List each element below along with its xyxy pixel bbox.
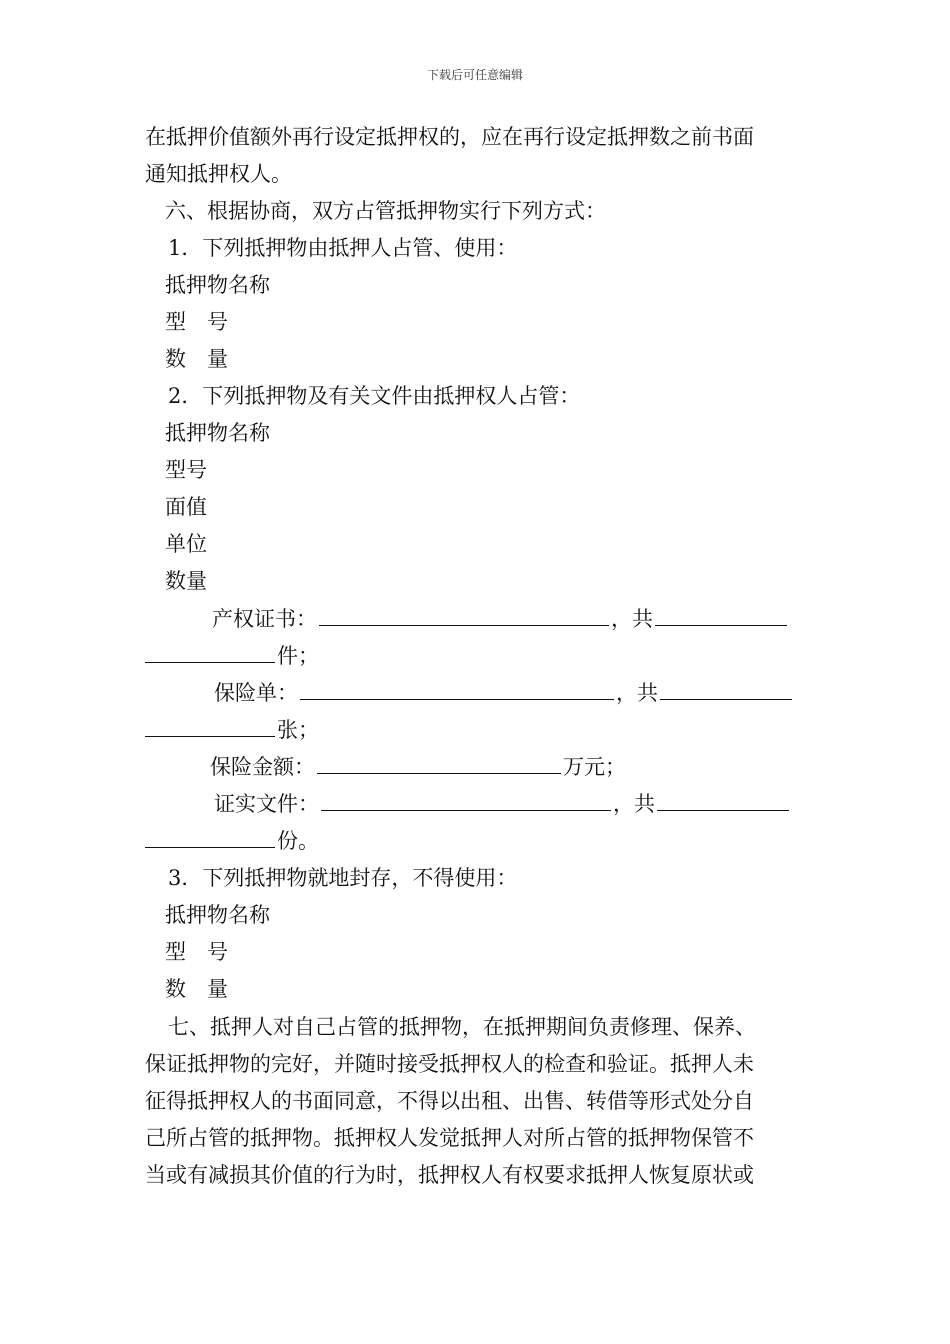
unit-text: 万元； bbox=[563, 755, 626, 779]
unit-text: 份。 bbox=[277, 829, 319, 853]
field-label: ，共 bbox=[613, 792, 655, 816]
unit-text: 件； bbox=[277, 644, 319, 668]
field-label: ，共 bbox=[611, 607, 653, 631]
insurance-amount-row bbox=[210, 752, 875, 782]
fill-blank[interactable] bbox=[145, 641, 275, 663]
field-label: 抵押物名称 bbox=[165, 903, 270, 927]
fill-blank[interactable] bbox=[145, 715, 275, 737]
item-1-heading: 1．下列抵押物由抵押人占管、使用： bbox=[168, 236, 518, 260]
unit-text: 张； bbox=[277, 718, 319, 742]
item-3-heading: 3．下列抵押物就地封存，不得使用： bbox=[168, 866, 518, 890]
field-label: 保险金额： bbox=[210, 755, 315, 779]
body-text-line: 通知抵押权人。 bbox=[145, 162, 292, 186]
field-label: 保险单： bbox=[214, 681, 298, 705]
field-label: 数 量 bbox=[165, 347, 228, 371]
fill-blank[interactable] bbox=[319, 604, 609, 626]
field-label: 型 号 bbox=[165, 940, 228, 964]
field-label: 产权证书： bbox=[212, 607, 317, 631]
body-text-line: 己所占管的抵押物。抵押权人发觉抵押人对所占管的抵押物保管不 bbox=[145, 1126, 754, 1150]
fill-blank[interactable] bbox=[145, 826, 275, 848]
item-2-heading: 2．下列抵押物及有关文件由抵押权人占管： bbox=[168, 384, 581, 408]
field-label: 证实文件： bbox=[214, 792, 319, 816]
field-label: 抵押物名称 bbox=[165, 421, 270, 445]
fill-blank[interactable] bbox=[660, 678, 792, 700]
insurance-policy-row bbox=[214, 678, 879, 708]
field-label: ，共 bbox=[616, 681, 658, 705]
field-label: 数 量 bbox=[165, 977, 228, 1001]
fill-blank[interactable] bbox=[300, 678, 614, 700]
body-text-line: 当或有减损其价值的行为时，抵押权人有权要求抵押人恢复原状或 bbox=[145, 1163, 754, 1187]
body-text-line: 征得抵押权人的书面同意，不得以出租、出售、转借等形式处分自 bbox=[145, 1089, 754, 1113]
fill-blank[interactable] bbox=[657, 789, 789, 811]
field-label: 数量 bbox=[165, 569, 207, 593]
clause-seven-text: 七、抵押人对自己占管的抵押物，在抵押期间负责修理、保养、 bbox=[168, 1015, 756, 1039]
field-label: 抵押物名称 bbox=[165, 273, 270, 297]
field-label: 型 号 bbox=[165, 310, 228, 334]
proof-documents-row-cont bbox=[145, 826, 810, 856]
property-cert-row bbox=[212, 604, 877, 634]
fill-blank[interactable] bbox=[321, 789, 611, 811]
body-text-line: 保证抵押物的完好，并随时接受抵押权人的检查和验证。抵押人未 bbox=[145, 1052, 754, 1076]
body-text-line: 在抵押价值额外再行设定抵押权的，应在再行设定抵押数之前书面 bbox=[145, 125, 754, 149]
page-header-note: 下载后可任意编辑 bbox=[426, 68, 523, 82]
clause-six-heading: 六、根据协商，双方占管抵押物实行下列方式： bbox=[165, 199, 606, 223]
proof-documents-row bbox=[214, 789, 879, 819]
fill-blank[interactable] bbox=[317, 752, 561, 774]
field-label: 型号 bbox=[165, 458, 207, 482]
field-label: 单位 bbox=[165, 532, 207, 556]
field-label: 面值 bbox=[165, 495, 207, 519]
insurance-policy-row-cont bbox=[145, 715, 810, 745]
fill-blank[interactable] bbox=[655, 604, 787, 626]
property-cert-row-cont bbox=[145, 641, 810, 671]
